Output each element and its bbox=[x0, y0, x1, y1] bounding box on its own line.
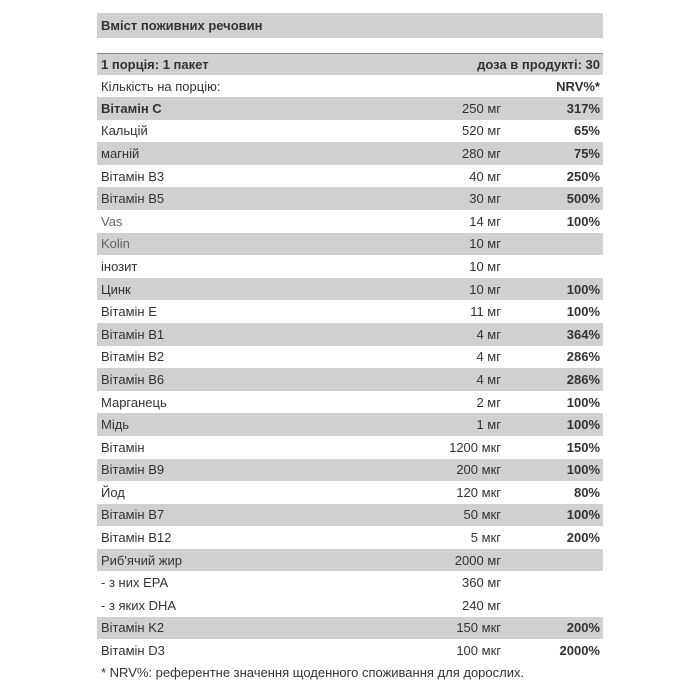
nutrient-nrv: 100% bbox=[566, 462, 600, 478]
nutrient-amount: 5 мкг bbox=[470, 530, 501, 546]
nrv-header: NRV%* bbox=[556, 78, 600, 94]
nutrient-row bbox=[97, 459, 603, 482]
nutrient-name: Вітамін D3 bbox=[101, 643, 165, 659]
nutrient-row bbox=[97, 300, 603, 323]
nutrient-nrv: 317% bbox=[566, 100, 600, 116]
nutrient-name: Кальцій bbox=[101, 123, 148, 139]
nutrient-name: магній bbox=[101, 145, 140, 161]
nutrient-amount: 1 мг bbox=[476, 417, 501, 433]
nutrient-amount: 10 мг bbox=[469, 258, 501, 274]
nutrient-nrv: 250% bbox=[566, 168, 600, 184]
nutrient-table bbox=[97, 97, 603, 662]
nutrient-nrv: 200% bbox=[566, 530, 600, 546]
nutrient-amount: 120 мкг bbox=[456, 484, 501, 500]
nutrient-name: Риб'ячий жир bbox=[101, 552, 182, 568]
nutrient-name: Йод bbox=[101, 484, 125, 500]
nutrient-name: Kolin bbox=[101, 236, 130, 252]
nutrient-amount: 11 мг bbox=[470, 304, 501, 320]
nutrient-nrv: 150% bbox=[566, 439, 600, 455]
nutrient-nrv: 286% bbox=[566, 371, 600, 387]
nutrient-amount: 50 мкг bbox=[463, 507, 501, 523]
nutrient-amount: 2000 мг bbox=[454, 552, 501, 568]
nutrient-name: Vas bbox=[101, 213, 123, 229]
nutrient-nrv: 80% bbox=[573, 484, 600, 500]
nutrient-row bbox=[97, 346, 603, 369]
nutrient-amount: 4 мг bbox=[476, 371, 501, 387]
nutrient-nrv: 286% bbox=[566, 349, 600, 365]
nutrient-name: Мідь bbox=[101, 417, 130, 433]
nutrient-name: Марганець bbox=[101, 394, 167, 410]
nutrient-name: Вітамін B6 bbox=[101, 371, 165, 387]
nutrient-nrv: 100% bbox=[566, 304, 600, 320]
amount-per-serving-row bbox=[97, 75, 603, 97]
nutrient-row bbox=[97, 526, 603, 549]
nutrient-name: Вітамін B9 bbox=[101, 462, 165, 478]
nutrient-nrv: 500% bbox=[566, 191, 600, 207]
nutrient-row bbox=[97, 323, 603, 346]
nutrient-amount: 30 мг bbox=[469, 191, 501, 207]
nutrient-amount: 10 мг bbox=[469, 281, 501, 297]
nutrient-amount: 4 мг bbox=[476, 349, 501, 365]
nutrient-row bbox=[97, 278, 603, 301]
nutrient-amount: 1200 мкг bbox=[449, 439, 501, 455]
nutrient-amount: 240 мг bbox=[462, 597, 501, 613]
nutrient-row bbox=[97, 413, 603, 436]
nutrient-amount: 40 мг bbox=[469, 168, 501, 184]
nutrient-name: Вітамін B2 bbox=[101, 349, 165, 365]
nutrient-name: Цинк bbox=[101, 281, 131, 297]
serving-info-row bbox=[97, 53, 603, 75]
nutrient-amount: 250 мг bbox=[462, 100, 501, 116]
nutrient-name: Вітамін B12 bbox=[101, 530, 172, 546]
nutrient-row bbox=[97, 255, 603, 278]
nutrition-facts-panel bbox=[97, 0, 603, 680]
nutrient-name: Вітамін B5 bbox=[101, 191, 165, 207]
nutrient-nrv: 200% bbox=[566, 620, 600, 636]
nutrient-row bbox=[97, 368, 603, 391]
nutrient-nrv: 75% bbox=[573, 145, 600, 161]
nrv-footnote: * NRV%: референтне значення щоденного споживання для дорослих. bbox=[101, 664, 525, 680]
nutrient-amount: 2 мг bbox=[476, 394, 501, 410]
nutrient-amount: 520 мг bbox=[462, 123, 501, 139]
nutrient-row bbox=[97, 187, 603, 210]
nutrient-name: Вітамін E bbox=[101, 304, 157, 320]
servings-per-container: доза в продукті: 30 bbox=[477, 57, 600, 72]
nutrient-row bbox=[97, 639, 603, 662]
nutrient-name: Вітамін B7 bbox=[101, 507, 165, 523]
nutrient-name: - з яких DHA bbox=[101, 597, 177, 613]
nutrient-nrv: 100% bbox=[566, 417, 600, 433]
nutrient-name: - з них EPA bbox=[101, 575, 169, 591]
nutrient-row bbox=[97, 233, 603, 256]
nutrient-row bbox=[97, 549, 603, 572]
nutrient-nrv: 65% bbox=[573, 123, 600, 139]
nutrient-row bbox=[97, 142, 603, 165]
amount-per-serving-label: Кількість на порцію: bbox=[101, 78, 221, 94]
nutrient-nrv: 100% bbox=[566, 394, 600, 410]
nutrient-amount: 200 мкг bbox=[456, 462, 501, 478]
nutrient-amount: 150 мкг bbox=[456, 620, 501, 636]
nutrient-nrv: 100% bbox=[566, 213, 600, 229]
nutrient-row bbox=[97, 97, 603, 120]
nutrient-amount: 280 мг bbox=[462, 145, 501, 161]
nutrient-row bbox=[97, 504, 603, 527]
nutrient-name: Вітамін B1 bbox=[101, 326, 165, 342]
nutrient-row bbox=[97, 571, 603, 594]
nutrient-amount: 360 мг bbox=[462, 575, 501, 591]
spacer bbox=[97, 38, 603, 53]
nutrient-nrv: 2000% bbox=[559, 643, 600, 659]
nutrient-amount: 100 мкг bbox=[456, 643, 501, 659]
nutrient-row bbox=[97, 617, 603, 640]
nutrient-name: Вітамін C bbox=[101, 100, 162, 116]
nutrient-nrv: 100% bbox=[566, 281, 600, 297]
nutrient-row bbox=[97, 165, 603, 188]
nutrient-amount: 14 мг bbox=[469, 213, 501, 229]
nutrient-name: Вітамін K2 bbox=[101, 620, 165, 636]
nutrient-nrv: 100% bbox=[566, 507, 600, 523]
nutrient-name: інозит bbox=[101, 258, 138, 274]
nutrient-row bbox=[97, 210, 603, 233]
nutrient-row bbox=[97, 481, 603, 504]
nutrient-row bbox=[97, 594, 603, 617]
nutrient-row bbox=[97, 120, 603, 143]
nutrient-nrv: 364% bbox=[566, 326, 600, 342]
nutrient-row bbox=[97, 436, 603, 459]
nutrient-name: Вітамін bbox=[101, 439, 145, 455]
serving-size: 1 порція: 1 пакет bbox=[101, 57, 209, 72]
nutrient-row bbox=[97, 391, 603, 414]
nutrient-name: Вітамін B3 bbox=[101, 168, 165, 184]
panel-title: Вміст поживних речовин bbox=[97, 13, 603, 38]
nutrient-amount: 10 мг bbox=[469, 236, 501, 252]
nutrient-amount: 4 мг bbox=[476, 326, 501, 342]
